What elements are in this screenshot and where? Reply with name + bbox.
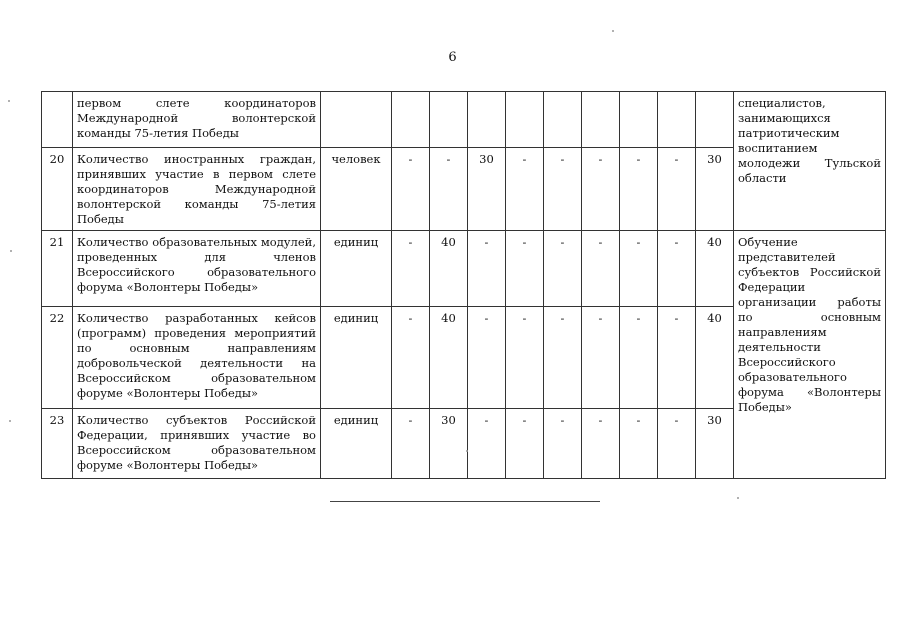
unit-cell: единиц [321,409,392,479]
page-number: 6 [448,50,457,65]
indicator-name: Количество образовательных модулей, проведенных для членов Всероссийского образовательного форума «Волонтеры Победы» [73,231,321,307]
value-cell: 30 [696,409,734,479]
row-number: 23 [42,409,73,479]
value-cell: - [392,231,430,307]
value-cell: - [582,148,620,231]
table-row [42,92,886,148]
value-cell: - [620,409,658,479]
value-cell: 30 [430,409,468,479]
unit-cell [321,92,392,148]
value-cell: - [392,148,430,231]
value-cell [544,92,582,148]
scan-speck [9,420,11,422]
value-cell: 40 [430,307,468,409]
row-number [42,92,73,148]
value-cell: - [620,307,658,409]
unit-cell: единиц [321,307,392,409]
row-number: 22 [42,307,73,409]
note-cell: Обучение представителей субъектов Российской Федерации организации работы по основным направлениям деятельности Всероссийского образовательного форума «Волонтеры Победы» [734,231,886,479]
value-cell: - [658,231,696,307]
value-cell: - [582,307,620,409]
value-cell: 40 [430,231,468,307]
value-cell: - [506,231,544,307]
end-rule [330,501,600,502]
scan-speck [612,30,614,32]
unit-cell: единиц [321,231,392,307]
value-cell [506,92,544,148]
value-cell [582,92,620,148]
scan-speck [10,250,12,252]
value-cell: 30 [468,148,506,231]
value-cell: - [658,307,696,409]
indicator-name: Количество иностранных граждан, принявших участие в первом слете координаторов Международной волонтерской команды 75-летия Победы [73,148,321,231]
value-cell: - [582,231,620,307]
value-cell [392,92,430,148]
value-cell [658,92,696,148]
unit-cell: человек [321,148,392,231]
indicator-name: первом слете координаторов Международной волонтерской команды 75-летия Победы [73,92,321,148]
value-cell: - [392,307,430,409]
indicators-table [41,91,886,479]
value-cell: - [506,307,544,409]
value-cell: - [544,231,582,307]
value-cell: - [582,409,620,479]
indicator-name: Количество разработанных кейсов (программ) проведения мероприятий по основным направлениям добровольческой деятельности на Всероссийском образовательном форуме «Волонтеры Победы» [73,307,321,409]
table-row [42,231,886,307]
value-cell: - [430,148,468,231]
value-cell [430,92,468,148]
value-cell: - [468,409,506,479]
value-cell [468,92,506,148]
value-cell: - [658,148,696,231]
value-cell: 40 [696,307,734,409]
row-number: 21 [42,231,73,307]
value-cell: - [544,409,582,479]
value-cell: 40 [696,231,734,307]
value-cell [696,92,734,148]
value-cell: - [468,231,506,307]
value-cell [620,92,658,148]
value-cell: - [620,231,658,307]
scan-speck [737,497,739,499]
indicator-name: Количество субъектов Российской Федерации, принявших участие во Всероссийском образовательном форуме «Волонтеры Победы» [73,409,321,479]
scan-speck [466,450,468,452]
value-cell: - [506,148,544,231]
value-cell: - [392,409,430,479]
row-number: 20 [42,148,73,231]
value-cell: - [468,307,506,409]
value-cell: - [658,409,696,479]
value-cell: - [544,148,582,231]
value-cell: - [544,307,582,409]
note-cell: специалистов, занимающихся патриотическим воспитанием молодежи Тульской области [734,92,886,231]
value-cell: 30 [696,148,734,231]
value-cell: - [506,409,544,479]
scan-speck [8,100,10,102]
value-cell: - [620,148,658,231]
